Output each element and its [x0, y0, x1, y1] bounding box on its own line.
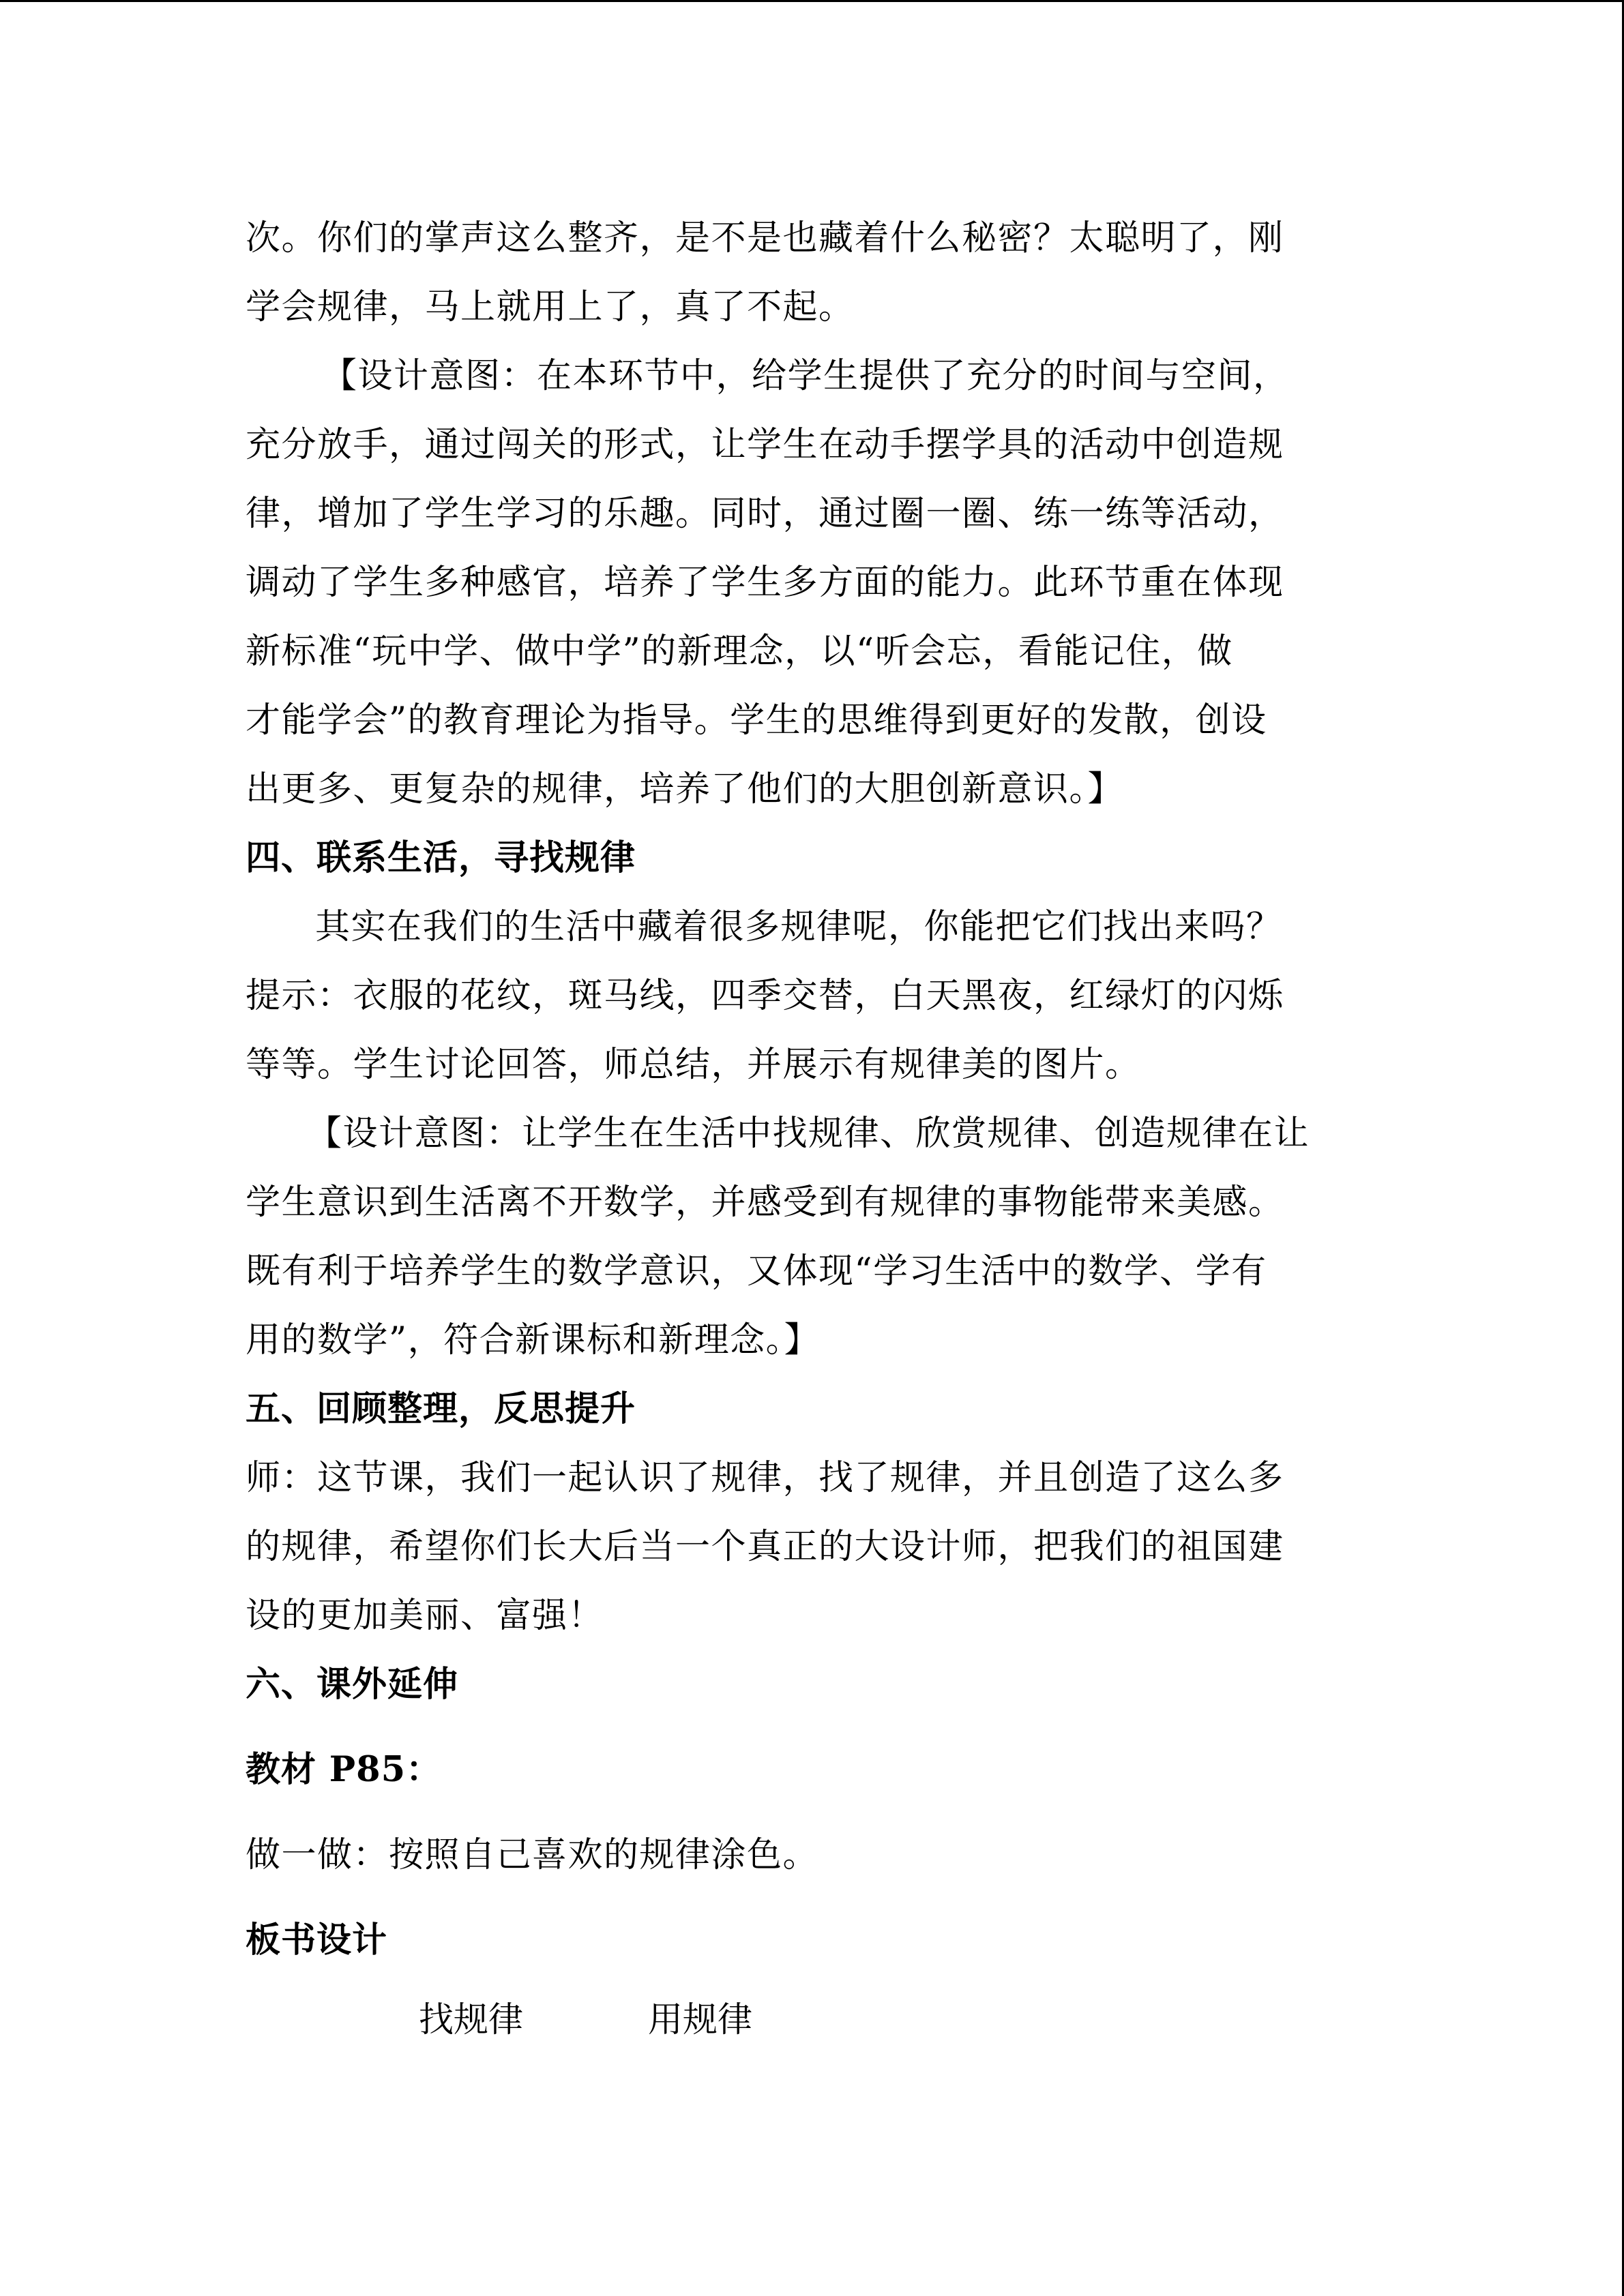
design-intent-line: 【设计意图：让学生在生活中找规律、欣赏规律、创造规律在让 — [307, 1114, 1310, 1154]
design-intent-line: 学生意识到生活离不开数学，并感受到有规律的事物能带来美感。 — [246, 1182, 1284, 1223]
design-intent-line: 充分放手，通过闯关的形式，让学生在动手摆学具的活动中创造规 — [246, 425, 1284, 465]
design-intent-line: 才能学会”的教育理论为指导。学生的思维得到更好的发散，创设 — [246, 700, 1267, 741]
paragraph-line: 学会规律，马上就用上了，真了不起。 — [246, 287, 855, 327]
board-heading: 板书设计 — [246, 1920, 388, 1960]
design-intent-line: 出更多、更复杂的规律，培养了他们的大胆创新意识。】 — [246, 769, 1124, 809]
page-content — [246, 204, 1378, 2055]
paragraph-line: 的规律，希望你们长大后当一个真正的大设计师，把我们的祖国建 — [246, 1527, 1284, 1567]
paragraph-line: 提示：衣服的花纹，斑马线，四季交替，白天黑夜，红绿灯的闪烁 — [246, 976, 1284, 1016]
section-heading: 六、课外延伸 — [246, 1664, 459, 1705]
exercise-line: 做一做：按照自己喜欢的规律涂色。 — [246, 1835, 819, 1875]
section-heading: 四、联系生活，寻找规律 — [246, 837, 636, 878]
design-intent-line: 新标准“玩中学、做中学”的新理念，以“听会忘，看能记住，做 — [246, 631, 1233, 672]
design-intent-line: 律，增加了学生学习的乐趣。同时，通过圈一圈、练一练等活动， — [246, 494, 1284, 534]
paragraph-line: 设的更加美丽、富强！ — [246, 1596, 604, 1636]
design-intent-line: 用的数学”，符合新课标和新理念。】 — [246, 1320, 821, 1360]
paragraph-line: 其实在我们的生活中藏着很多规律呢，你能把它们找出来吗？ — [315, 907, 1282, 947]
textbook-reference: 教材 P85： — [246, 1749, 442, 1790]
paragraph-line: 师：这节课，我们一起认识了规律，找了规律，并且创造了这么多 — [246, 1458, 1284, 1498]
board-item-use: 用规律 — [648, 2000, 753, 2040]
board-design — [246, 1986, 1378, 2055]
board-item-find: 找规律 — [419, 2000, 524, 2040]
paragraph-line: 次。你们的掌声这么整齐，是不是也藏着什么秘密？太聪明了，刚 — [246, 218, 1284, 258]
paragraph-line: 等等。学生讨论回答，师总结，并展示有规律美的图片。 — [246, 1045, 1141, 1085]
section-heading: 五、回顾整理，反思提升 — [246, 1388, 636, 1429]
design-intent-line: 既有利于培养学生的数学意识，又体现“学习生活中的数学、学有 — [246, 1251, 1267, 1292]
design-intent-line: 调动了学生多种感官，培养了学生多方面的能力。此环节重在体现 — [246, 563, 1284, 603]
design-intent-line: 【设计意图：在本环节中，给学生提供了充分的时间与空间， — [322, 356, 1289, 396]
